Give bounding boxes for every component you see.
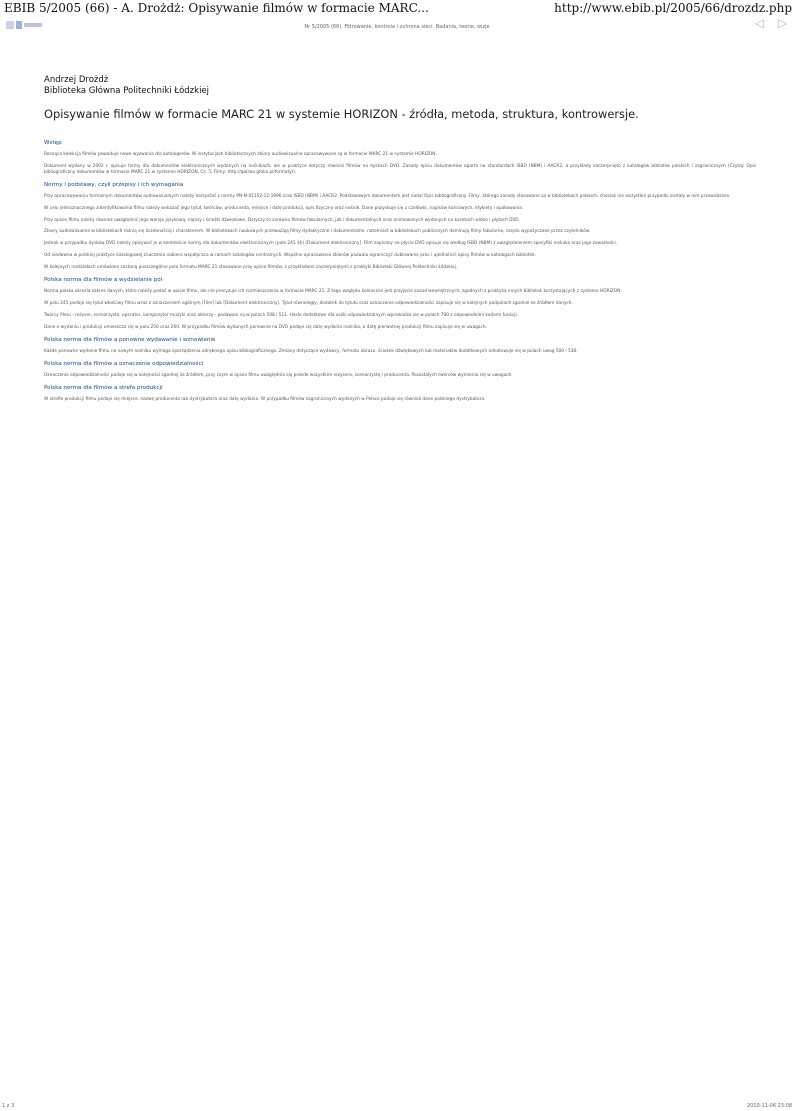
article-body [44,140,756,408]
paragraph: Od niedawna w polskiej praktyce katalogowej znaczenia nabiera współpraca w ramach katalogów centralnych. Wspólne opracowanie zbiorów pozwala ograniczyć dublowanie prac i ujednolicić opisy filmów w katalogach bibliotek. [44,253,536,259]
paragraph: W polu 245 podaje się tytuł właściwy filmu wraz z oznaczeniem ogólnym [Film] lub [Dokument elektroniczny]. Tytuł równoległy, dodatek do tytułu oraz oznaczenie odpowiedzialności zapisuje się w kolejnych podpolach zgodnie ze źródłem danych. [44,300,573,306]
section-heading: Polska norma dla filmów a oznaczenie odpowiedzialności [44,360,204,367]
author-block [44,75,209,97]
paragraph: Oznaczenie odpowiedzialności podaje się w kolejności zgodnej ze źródłem, przy czym w opisie filmu uwzględnia się przede wszystkim reżysera, scenarzystę i producenta. Pozostałych twórców wymienia się w uwagach. [44,372,513,378]
issue-line[interactable]: Nr 5/2005 (66), Filtrowanie, kontrola i ochrona sieci. Badania, teorie, wizje [304,24,490,30]
paragraph: Dane o wydaniu i produkcji umieszcza się w polu 250 oraz 260. W przypadku filmów wydanych ponownie na DVD podaje się datę wydania nośnika, a datę pierwotnej produkcji filmu zapisuje się w uwagach. [44,324,488,330]
paragraph: Norma polska określa zakres danych, które należy podać w opisie filmu, ale nie precyzuje ich rozmieszczenia w formacie MARC 21. Z tego względu konieczne jest przyjęcie zasad wewnętrznych, zgodnych z praktyką innych bibliotek korzystających z systemu HORIZON. [44,289,622,295]
section-heading: Polska norma dla filmów a ponowne wydawanie i wznowienie [44,336,216,343]
paragraph: Zbiory audiowizualne w bibliotekach różnią się liczebnością i charakterem. W bibliotekach naukowych przeważają filmy dydaktyczne i dokumentalne, natomiast w bibliotekach publicznych dominują filmy fabularne, często wypożyczane przez czytelników. [44,229,591,235]
author-name: Andrzej Drożdż [44,75,109,85]
previous-arrow-icon[interactable]: ◁ [754,16,765,30]
section-heading: Polska norma dla filmów a wydzielanie pól [44,277,163,284]
paragraph: Rosnąca kolekcja filmów powoduje nowe wyzwania dla katalogerów. W instytucjach bibliotecznych zbiory audiowizualne opracowywane są w formacie MARC 21 w systemie HORIZON. [44,152,437,157]
section-heading: Wstęp [44,140,62,146]
paragraph: W celu jednoznacznego zidentyfikowania filmu należy wskazać jego tytuł, twórców, producenta, miejsce i datę produkcji, opis fizyczny oraz nośnik. Dane pozyskuje się z czołówki, napisów końcowych, etykiety i opakowania. [44,205,524,211]
paragraph: Każde ponowne wydanie filmu na nowym nośniku wymaga sporządzenia odrębnego opisu bibliograficznego. Zmiany dotyczące wydawcy, formatu obrazu, ścieżek dźwiękowych lub materiałów dodatkowych odnotowuje się w polach uwag 500 i 538. [44,348,578,354]
paragraph: Jednak w przypadku dysków DVD należy opisywać je w kontekście normy dla dokumentów elektronicznych (pole 245 $h) [Dokument elektroniczny]. Film zapisany na płycie DVD opisuje się według ISBD (NBM) z uwzględnieniem specyfiki nośnika oraz jego zawartości. [44,241,618,247]
page-navigation [752,17,790,29]
page-counter: 1 z 3 [2,1103,15,1109]
paragraph: Dokument wydany w 2002 r. opisuje formy dla dokumentów elektronicznych wydanych na nośnikach, ale w praktyce dotyczy również filmów na dyskach DVD. Zasady opisu dokumentów oparto na standardach ISBD (NBM) i AACR2, a przykłady zaczerpnięto z katalogów bibliotek polskich i zagranicznych (Czytaj: Opis bibliograficzny dokumentów w formacie MARC 21 w systemie HORIZON, Cz. 5, Filmy: http://galileo.gfolio.pl/formaty/). [44,163,756,175]
page-title: EBIB 5/2005 (66) - A. Drożdż: Opisywanie filmów w formacie MARC... [4,1,429,15]
section-heading: Polska norma dla filmów a strefa produkcji [44,384,163,391]
paragraph: W kolejnych rozdziałach omówione zostaną poszczególne pola formatu MARC 21 stosowane przy opisie filmów, z przykładami zaczerpniętymi z praktyki Biblioteki Głównej Politechniki Łódzkiej. [44,265,458,271]
author-affiliation: Biblioteka Główna Politechniki Łódzkiej [44,86,210,96]
section-heading: Normy i podstawy, czyli przepisy i ich wymagania [44,181,184,188]
paragraph: W strefie produkcji filmu podaje się miejsce, nazwę producenta lub dystrybutora oraz datę wydania. W przypadku filmów zagranicznych wydanych w Polsce podaje się również dane polskiego dystrybutora. [44,396,486,402]
article-title: Opisywanie filmów w formacie MARC 21 w systemie HORIZON - źródła, metoda, struktura, kontrowersje. [44,107,639,121]
print-timestamp: 2010-11-06 23:08 [746,1103,792,1109]
next-arrow-icon[interactable]: ▷ [777,16,788,30]
paragraph: Przy opracowywaniu formalnym dokumentów audiowizualnych należy korzystać z normy PN-N-01152-12:1996 oraz ISBD (NBM) i AACR2. Podstawowym dokumentem jest nadal Opis bibliograficzny. Filmy, którego zasady stosowane są w bibliotekach polskich, chociaż nie wszystkie przypadki zostały w nim przewidziane. [44,193,731,199]
page-url: http://www.ebib.pl/2005/66/drozdz.php [554,1,792,15]
paragraph: Przy opisie filmu należy również uwzględnić jego wersję językową, napisy i ścieżki dźwiękowe. Dotyczy to zarówno filmów fabularnych, jak i dokumentalnych oraz animowanych wydanych na kasetach wideo i płytach DVD. [44,217,520,223]
paragraph: Twórcy filmu - reżyser, scenarzysta, operator, kompozytor muzyki oraz aktorzy - podawani są w polach 508 i 511. Hasła dodatkowe dla osób odpowiedzialnych wprowadza się w polach 700 z odpowiednimi kodami funkcji. [44,312,519,318]
